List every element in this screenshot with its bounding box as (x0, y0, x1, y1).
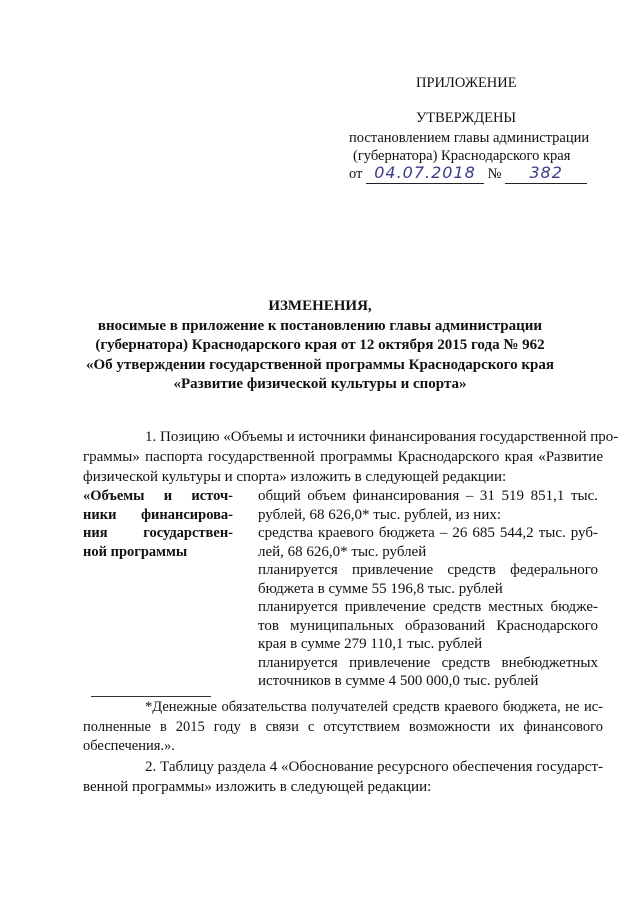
approval-date-line (349, 163, 587, 184)
label-line: ной программы (83, 543, 188, 560)
content-line: средства краевого бюджета – 26 685 544,2 тыс. руб- (258, 525, 598, 541)
title-line: «Развитие физической культуры и спорта» (173, 376, 467, 392)
content-line: лей, 68 626,0* тыс. рублей (258, 543, 427, 560)
content-line: планируется привлечение средств внебюджетных (258, 654, 598, 671)
document-title (0, 297, 640, 395)
footnote-separator (91, 696, 211, 697)
title-heading: ИЗМЕНЕНИЯ, (268, 298, 372, 314)
label-line: ники финансирова- (83, 506, 233, 523)
appendix-label: ПРИЛОЖЕНИЕ (416, 75, 517, 91)
label-line: ния государствен- (83, 525, 233, 541)
approval-line-1: постановлением главы администрации (349, 130, 590, 146)
paragraph-line: 2. Таблицу раздела 4 «Обоснование ресурсного обеспечения государст- (145, 759, 603, 775)
paragraph-line: граммы» паспорта государственной программы Краснодарского края «Развитие (83, 449, 603, 465)
content-line: общий объем финансирования – 31 519 851,1 тыс. (258, 488, 598, 504)
handwritten-date: 04.07.2018 (374, 163, 476, 182)
content-line: бюджета в сумме 55 196,8 тыс. рублей (258, 580, 503, 597)
title-line: вносимые в приложение к постановлению главы администрации (97, 317, 543, 334)
paragraph-2 (83, 757, 603, 797)
paragraph-line: 1. Позицию «Объемы и источники финансирования государственной про- (145, 429, 619, 445)
label-line: «Объемы и источ- (83, 488, 233, 504)
table-label-column (83, 487, 233, 561)
paragraph-1 (83, 427, 619, 487)
footnote-line: обеспечения.». (83, 738, 175, 754)
approved-label: УТВЕРЖДЕНЫ (416, 110, 517, 126)
content-line: планируется привлечение средств федерального (258, 562, 598, 578)
footnote (83, 698, 603, 757)
title-line: «Об утверждении государственной программы Краснодарского края (86, 356, 554, 373)
table-content-column (258, 487, 598, 691)
paragraph-line: венной программы» изложить в следующей редакции: (83, 779, 432, 795)
content-line: тов муниципальных образований Краснодарского (258, 617, 598, 634)
number-field (505, 163, 587, 184)
content-line: планируется привлечение средств местных бюдже- (258, 599, 598, 615)
content-line: рублей, 68 626,0* тыс. рублей, из них: (258, 506, 502, 523)
paragraph-line: физической культуры и спорта» изложить в следующей редакции: (83, 469, 507, 485)
footnote-line: полненные в 2015 году в связи с отсутствием возможности их финансового (83, 718, 603, 735)
footnote-line: *Денежные обязательства получателей средств краевого бюджета, не ис- (145, 699, 603, 715)
date-field (366, 163, 484, 184)
title-line: (губернатора) Краснодарского края от 12 октября 2015 года № 962 (95, 337, 545, 353)
handwritten-number: 382 (529, 163, 563, 182)
number-label: № (487, 166, 502, 182)
content-line: края в сумме 279 110,1 тыс. рублей (258, 636, 483, 652)
content-line: источников в сумме 4 500 000,0 тыс. рублей (258, 673, 539, 689)
from-label: от (349, 166, 363, 182)
approval-line-2: (губернатора) Краснодарского края (353, 148, 571, 164)
